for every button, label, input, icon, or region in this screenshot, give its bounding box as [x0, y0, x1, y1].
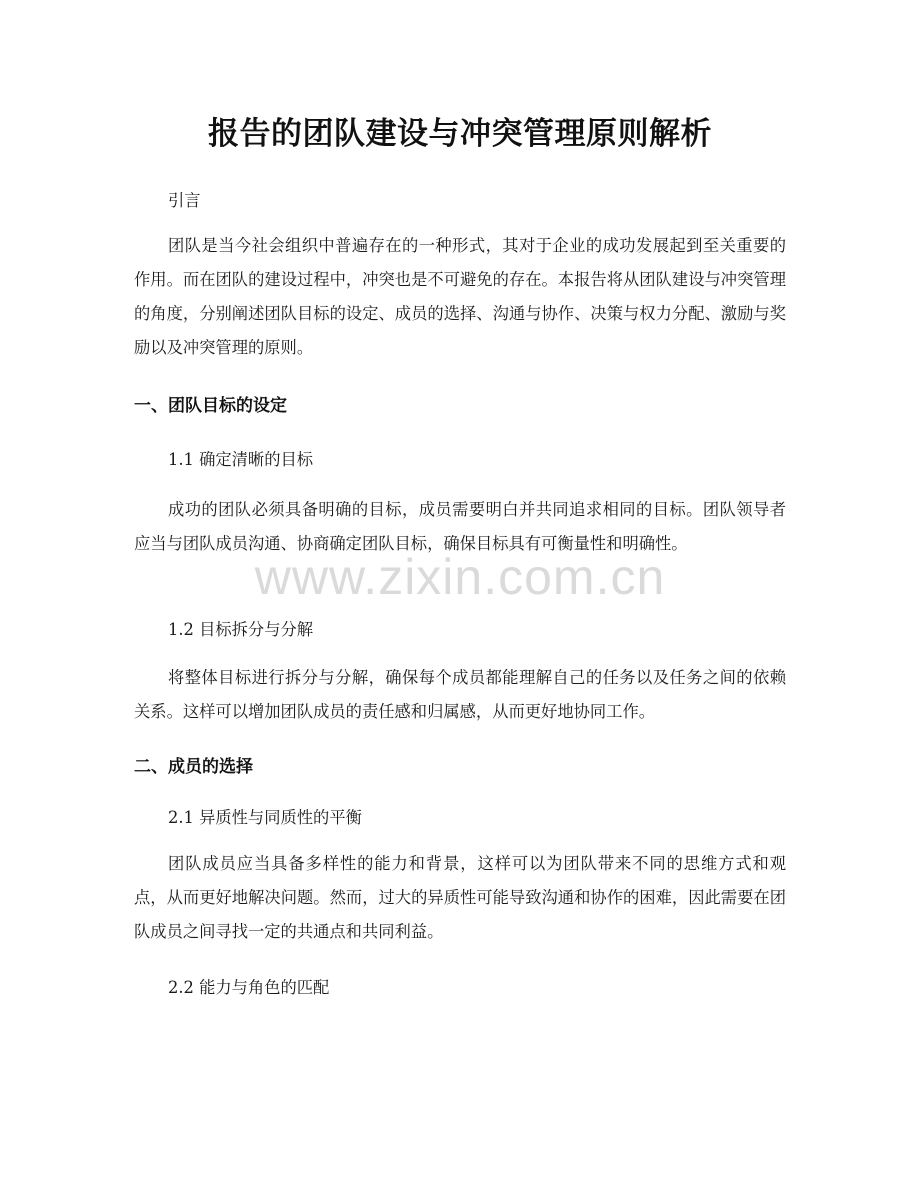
subsection-heading-2-2: 2.2 能力与角色的匹配 [168, 978, 330, 997]
paragraph-2-1: 团队成员应当具备多样性的能力和背景，这样可以为团队带来不同的思维方式和观点，从而更好地解决问题。然而，过大的异质性可能导致沟通和协作的困难，因此需要在团队成员之间寻找一定的共通点和共同利益。 [134, 854, 786, 941]
intro-heading: 引言 [168, 191, 201, 210]
paragraph-1-1: 成功的团队必须具备明确的目标，成员需要明白并共同追求相同的目标。团队领导者应当与团队成员沟通、协商确定团队目标，确保目标具有可衡量性和明确性。 [134, 500, 786, 553]
paragraph-1-2: 将整体目标进行拆分与分解，确保每个成员都能理解自己的任务以及任务之间的依赖关系。这样可以增加团队成员的责任感和归属感，从而更好地协同工作。 [134, 668, 786, 721]
subsection-heading-2-1: 2.1 异质性与同质性的平衡 [168, 808, 362, 827]
intro-paragraph: 团队是当今社会组织中普遍存在的一种形式，其对于企业的成功发展起到至关重要的作用。而在团队的建设过程中，冲突也是不可避免的存在。本报告将从团队建设与冲突管理的角度，分别阐述团队目标的设定、成员的选择、沟通与协作、决策与权力分配、激励与奖励以及冲突管理的原则。 [134, 236, 786, 357]
document-title: 报告的团队建设与冲突管理原则解析 [208, 116, 712, 152]
section-heading-2: 二、成员的选择 [134, 757, 253, 777]
section-heading-1: 一、团队目标的设定 [134, 396, 287, 416]
subsection-heading-1-2: 1.2 目标拆分与分解 [168, 620, 314, 639]
subsection-heading-1-1: 1.1 确定清晰的目标 [168, 450, 314, 469]
watermark: www.zixin.com.cn [254, 549, 666, 605]
